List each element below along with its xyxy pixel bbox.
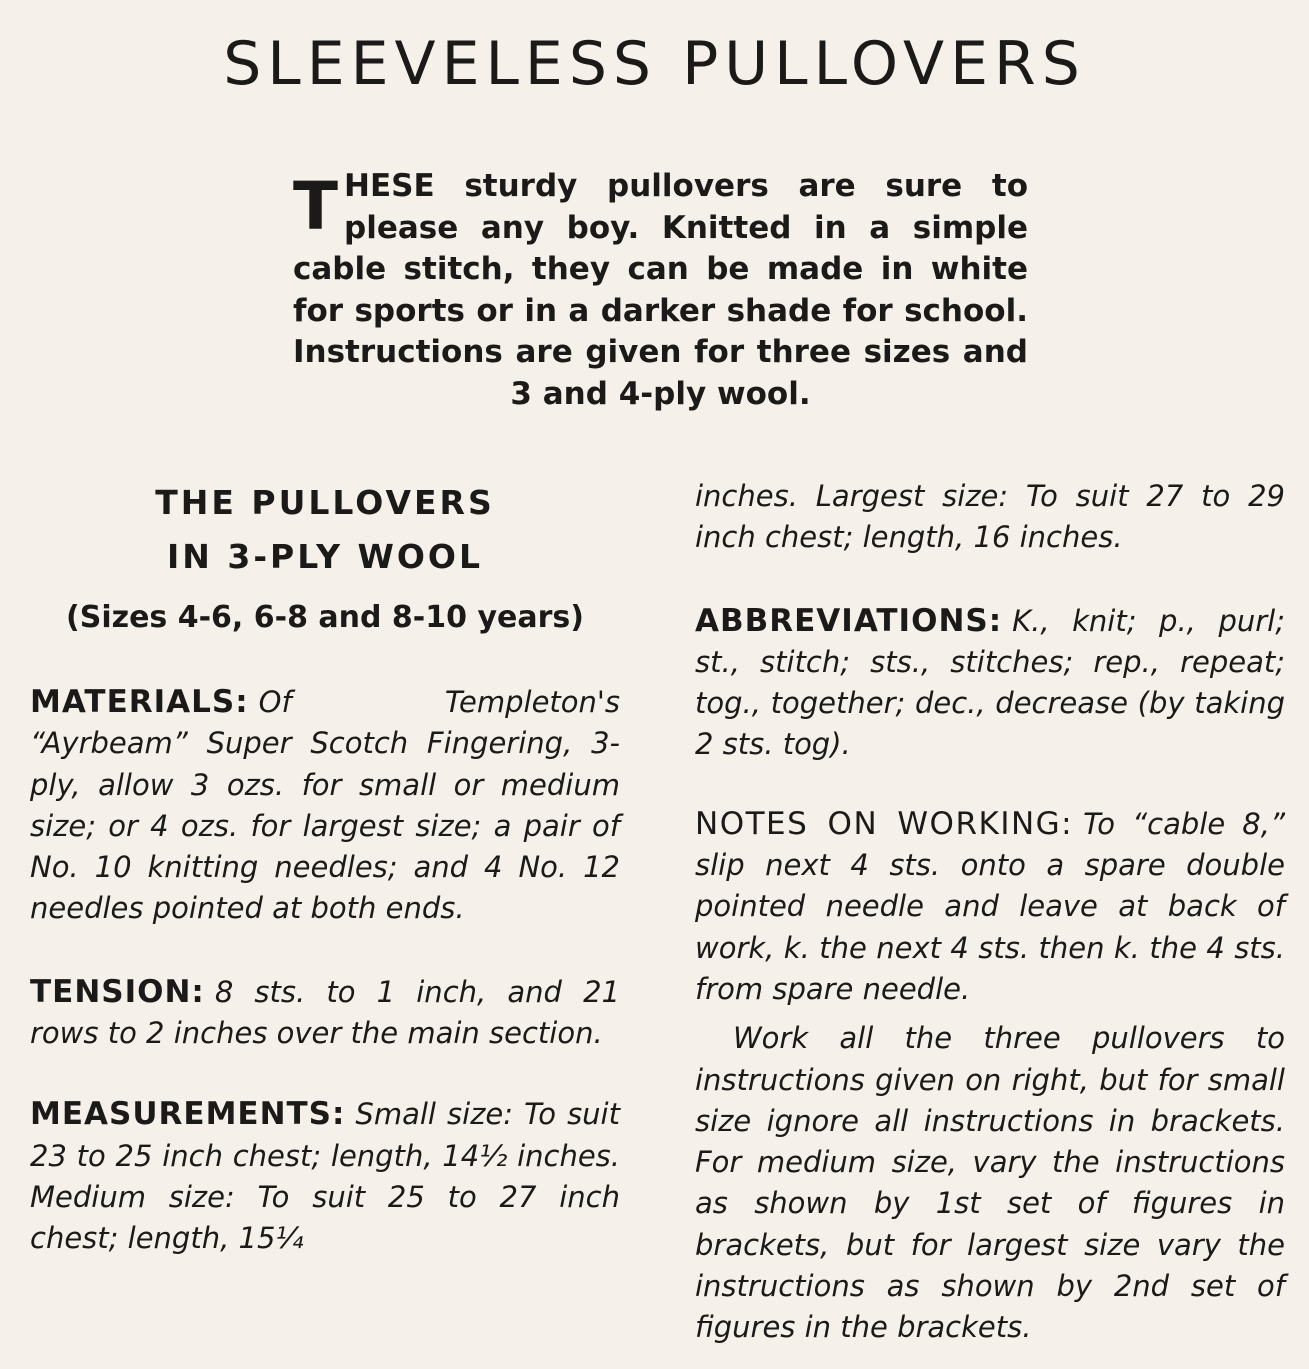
intro-text: HESE sturdy pullovers are sure to please any boy. Knitted in a simple cable stitch, they can be made in white for sports or in a darker shade for school. Instructions are given for three sizes and 3 and 4-ply wool. xyxy=(293,168,1028,412)
drop-cap: T xyxy=(293,168,339,245)
measurements-text: Small size: To suit 23 to 25 inch chest; length, 14½ inches. Medium size: To suit 25 to 27 inch chest; length, 15¼ xyxy=(30,1097,620,1256)
abbreviations-text: K., knit; p., purl; st., stitch; sts., stitches; rep., repeat; tog., together; dec., decrease (by taking 2 sts. tog). xyxy=(695,603,1285,762)
notes-paragraph xyxy=(695,804,1285,1010)
tension-text: 8 sts. to 1 inch, and 21 rows to 2 inches over the main section. xyxy=(30,974,620,1051)
section-heading-line2: IN 3-PLY WOOL xyxy=(166,537,484,576)
materials-label: MATERIALS: xyxy=(30,684,249,720)
measurements-continued: inches. Largest size: To suit 27 to 29 inch chest; length, 16 inches. xyxy=(695,479,1285,555)
instructions-paragraph: Work all the three pullovers to instructions given on right, but for small size ignore all instructions in brackets. For medium size, vary the instructions as shown by 1st set of figures in brackets, but for largest size vary the instructions as shown by 2nd set of figures in the brackets. xyxy=(695,1021,1285,1345)
abbreviations-paragraph xyxy=(695,601,1285,766)
tension-label: TENSION: xyxy=(30,973,205,1010)
materials-text: Of Templeton's “Ayrbeam” Super Scotch Fingering, 3-ply, allow 3 ozs. for small or medium size; or 4 ozs. for largest size; a pair of No. 10 knitting needles; and 4 No. 12 needles pointed at both ends. xyxy=(30,685,620,926)
notes-text: To “cable 8,” slip next 4 sts. onto a spare double pointed needle and leave at back of work, k. the next 4 sts. then k. the 4 sts. from spare needle. xyxy=(695,806,1285,1006)
abbreviations-label: ABBREVIATIONS: xyxy=(695,602,1003,639)
intro-paragraph xyxy=(293,166,1028,415)
section-heading-line1: THE PULLOVERS xyxy=(155,483,495,522)
left-column xyxy=(30,476,620,1260)
right-column xyxy=(695,476,1285,1349)
notes-label: NOTES ON WORKING: xyxy=(695,805,1074,842)
page-title: SLEEVELESS PULLOVERS xyxy=(223,29,1086,99)
materials-paragraph xyxy=(30,682,620,930)
sizes-subheading: (Sizes 4-6, 6-8 and 8-10 years) xyxy=(66,600,584,635)
tension-paragraph xyxy=(30,972,620,1055)
measurements-paragraph xyxy=(30,1094,620,1259)
measurements-label: MEASUREMENTS: xyxy=(30,1096,346,1133)
